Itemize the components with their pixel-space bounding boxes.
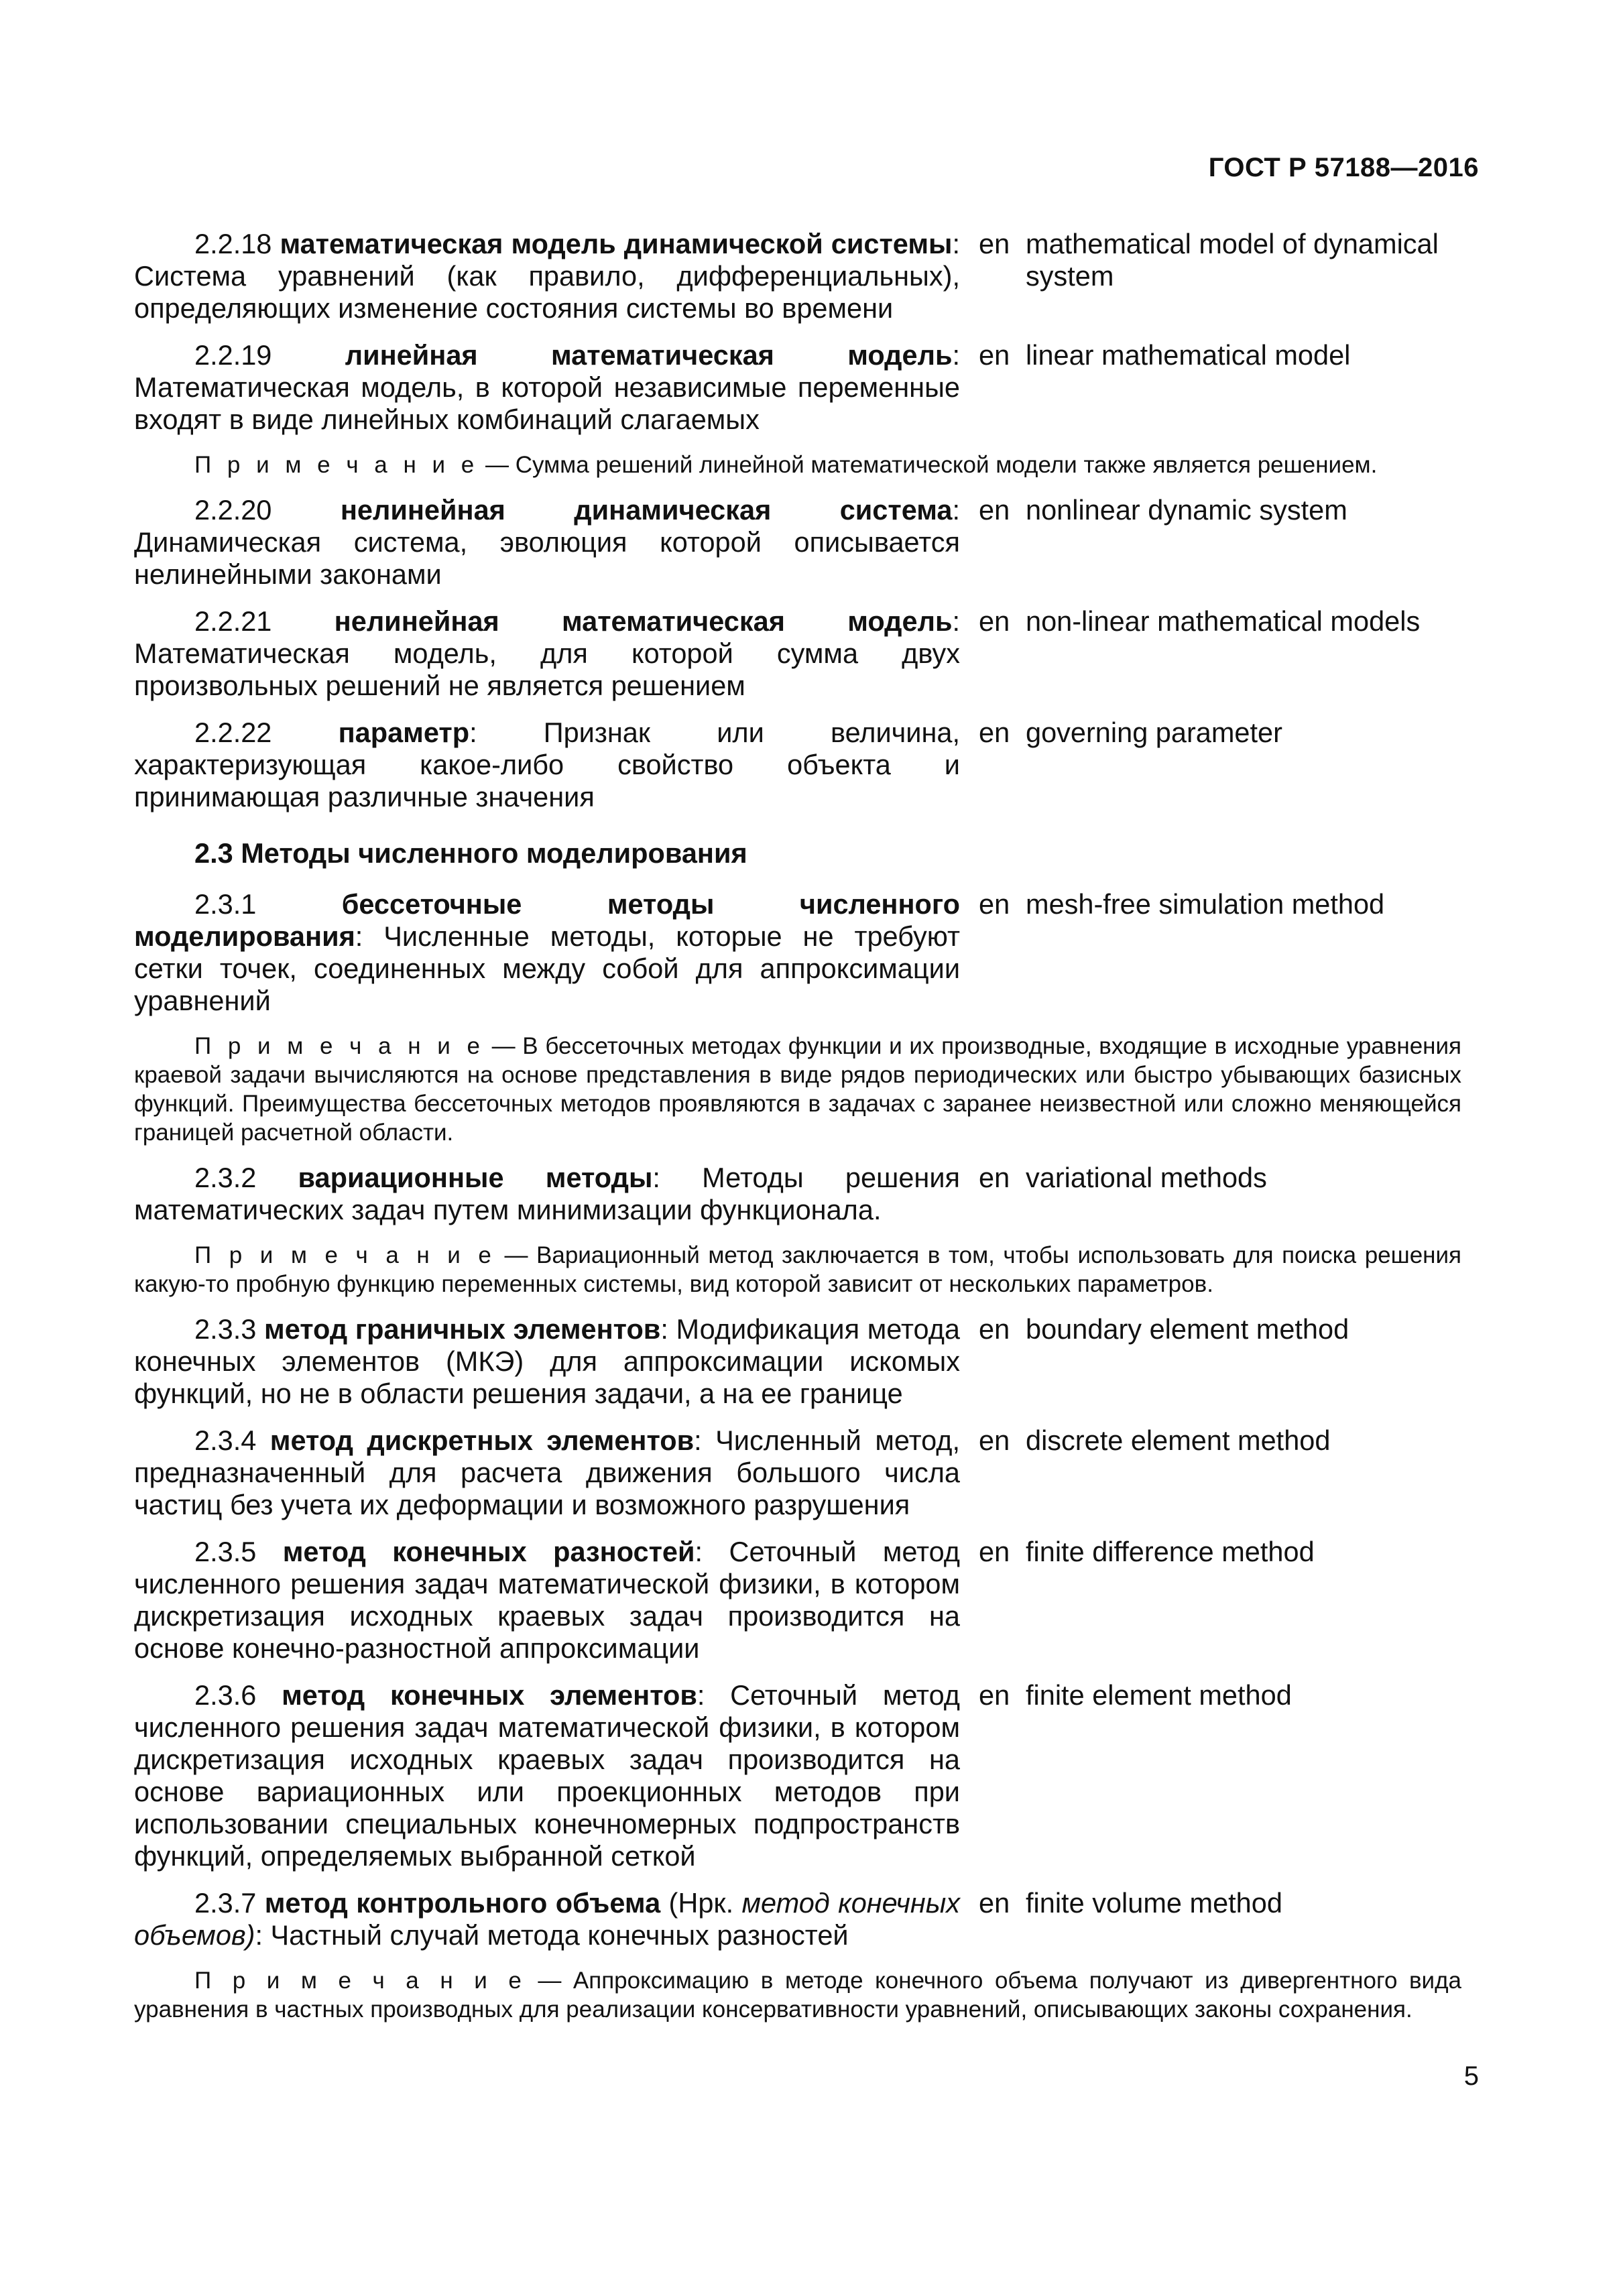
- note-text: В бессеточных методах функции и их производные, входящие в исходные уравнения краевой задачи вычисляются на основе представления в виде рядов периодических или быстро убывающих базисных функций. Преимущества бессеточных методов проявляются в задачах с заранее неизвестной или сложно меняющейся границей расчетной области.: [134, 1033, 1461, 1146]
- english-term: finite volume method: [1026, 1887, 1282, 1919]
- note-dash: —: [479, 452, 516, 478]
- english-term: variational methods: [1026, 1162, 1267, 1193]
- lang-code: en: [979, 1162, 1010, 1193]
- english-equivalent: [979, 1887, 1461, 1919]
- term-definition: [134, 494, 960, 591]
- note-label: П р и м е ч а н и е: [194, 1033, 485, 1059]
- document-header: ГОСТ Р 57188—2016: [1208, 153, 1479, 182]
- term-number: 2.3.6: [194, 1679, 257, 1711]
- lang-code: en: [979, 339, 1010, 371]
- note-2-2-19: [134, 450, 1461, 479]
- term-entry-2-2-19: [134, 339, 1461, 436]
- term-name: вариационные методы: [298, 1162, 653, 1193]
- english-equivalent: [979, 605, 1461, 638]
- lang-code: en: [979, 1425, 1010, 1456]
- term-definition-text: : Сеточный метод численного решения задач математической физики, в котором дискретизация исходных краевых задач производится на основе конечно-разностной аппроксимации: [134, 1536, 960, 1664]
- term-definition: [134, 1162, 960, 1226]
- term-alt-name: метод конечных объемов): [134, 1887, 960, 1951]
- term-definition-text: : Методы решения математических задач путем минимизации функционала.: [134, 1162, 960, 1225]
- english-equivalent: [979, 1162, 1461, 1194]
- english-equivalent: [979, 1679, 1461, 1711]
- term-definition: [134, 1887, 960, 1951]
- term-definition-text: : Математическая модель, для которой сумма двух произвольных решений не является решением: [134, 605, 960, 701]
- note-dash: —: [495, 1242, 537, 1268]
- english-equivalent: [979, 1425, 1461, 1457]
- note-text: Сумма решений линейной математической модели также является решением.: [515, 452, 1378, 478]
- term-definition-text: : Сеточный метод численного решения задач математической физики, в котором дискретизация исходных краевых задач производится на основе вариационных или проекционных методов при использовании специальных конечномерных подпространств функций, определяемых выбранной сеткой: [134, 1679, 960, 1872]
- term-definition: [134, 1313, 960, 1410]
- english-term: linear mathematical model: [1026, 339, 1351, 371]
- term-name: параметр: [338, 717, 470, 748]
- lang-code: en: [979, 888, 1010, 920]
- term-number: 2.2.18: [194, 228, 272, 259]
- term-entry-2-3-2: [134, 1162, 1461, 1226]
- term-definition: [134, 1679, 960, 1872]
- english-equivalent: [979, 1313, 1461, 1345]
- term-entry-2-3-7: [134, 1887, 1461, 1951]
- term-entry-2-3-1: [134, 888, 1461, 1017]
- term-definition: [134, 1425, 960, 1521]
- english-term: boundary element method: [1026, 1313, 1349, 1345]
- english-term: finite element method: [1026, 1679, 1292, 1711]
- lang-code: en: [979, 1536, 1010, 1567]
- term-definition-text: : Модификация метода конечных элементов (МКЭ) для аппроксимации искомых функций, но не в области решения задачи, а на ее границе: [134, 1313, 961, 1409]
- term-definition: [134, 339, 960, 436]
- lang-code: en: [979, 605, 1010, 637]
- english-equivalent: [979, 888, 1461, 920]
- note-label: П р и м е ч а н и е: [194, 1242, 496, 1268]
- english-term: nonlinear dynamic system: [1026, 494, 1347, 526]
- term-entry-2-2-18: [134, 228, 1461, 324]
- document-body: [134, 228, 1461, 2039]
- term-number: 2.3.3: [194, 1313, 257, 1345]
- term-definition-text: : Динамическая система, эволюция которой описывается нелинейными законами: [134, 494, 961, 590]
- english-term: mathematical model of dynamical system: [1026, 228, 1439, 292]
- term-definition-text: : Математическая модель, в которой независимые переменные входят в виде линейных комбинаций слагаемых: [134, 339, 961, 435]
- term-name: метод контрольного объема: [264, 1887, 661, 1919]
- term-number: 2.3.1: [194, 888, 257, 920]
- note-text: Аппроксимацию в методе конечного объема получают из дивергентного вида уравнения в частных производных для реализации консервативности уравнений, описывающих законы сохранения.: [134, 1968, 1461, 2022]
- note-text: Вариационный метод заключается в том, чтобы использовать для поиска решения какую-то пробную функцию переменных системы, вид которой зависит от нескольких параметров.: [134, 1242, 1461, 1297]
- english-equivalent: [979, 1536, 1461, 1568]
- term-number: 2.3.7: [194, 1887, 257, 1919]
- english-term: mesh-free simulation method: [1026, 888, 1385, 920]
- lang-code: en: [979, 1887, 1010, 1919]
- term-definition-text: : Система уравнений (как правило, дифференциальных), определяющих изменение состояния системы во времени: [134, 228, 961, 324]
- term-definition-text: : Численные методы, которые не требуют сетки точек, соединенных между собой для аппроксимации уравнений: [134, 920, 960, 1016]
- note-dash: —: [526, 1968, 573, 1994]
- term-definition-text: : Признак или величина, характеризующая какое-либо свойство объекта и принимающая различные значения: [134, 717, 961, 812]
- note-2-3-1: [134, 1032, 1461, 1147]
- lang-code: en: [979, 228, 1010, 259]
- term-name: метод конечных элементов: [282, 1679, 697, 1711]
- term-number: 2.3.4: [194, 1425, 257, 1456]
- term-entry-2-2-22: [134, 717, 1461, 813]
- note-label: П р и м е ч а н и е: [194, 1968, 526, 1994]
- term-definition: [134, 1536, 960, 1665]
- term-definition: [134, 888, 960, 1017]
- english-equivalent: [979, 228, 1461, 292]
- note-2-3-7: [134, 1966, 1461, 2024]
- term-number: 2.2.22: [194, 717, 272, 748]
- english-equivalent: [979, 494, 1461, 526]
- english-term: finite difference method: [1026, 1536, 1315, 1567]
- term-number: 2.2.21: [194, 605, 272, 637]
- term-name: линейная математическая модель: [345, 339, 953, 371]
- term-number: 2.2.19: [194, 339, 272, 371]
- english-term: non-linear mathematical models: [1026, 605, 1421, 637]
- lang-code: en: [979, 1679, 1010, 1711]
- term-name: метод конечных разностей: [282, 1536, 695, 1567]
- note-label: П р и м е ч а н и е: [194, 452, 479, 478]
- english-equivalent: [979, 717, 1461, 749]
- note-2-3-2: [134, 1241, 1461, 1298]
- term-name: нелинейная динамическая система: [340, 494, 953, 526]
- english-term: governing parameter: [1026, 717, 1282, 748]
- lang-code: en: [979, 494, 1010, 526]
- term-entry-2-2-20: [134, 494, 1461, 591]
- term-number: 2.2.20: [194, 494, 272, 526]
- term-entry-2-3-3: [134, 1313, 1461, 1410]
- term-name: метод граничных элементов: [264, 1313, 661, 1345]
- term-name: нелинейная математическая модель: [334, 605, 953, 637]
- term-alt-prefix: (Нрк.: [660, 1887, 742, 1919]
- page-number: 5: [1463, 2061, 1479, 2091]
- term-definition: [134, 605, 960, 702]
- term-definition-text: : Частный случай метода конечных разностей: [255, 1919, 849, 1951]
- term-name: бессеточные методы численного моделирования: [134, 888, 960, 952]
- term-entry-2-3-5: [134, 1536, 1461, 1665]
- lang-code: en: [979, 717, 1010, 748]
- term-definition-text: : Численный метод, предназначенный для расчета движения большого числа частиц без учета их деформации и возможного разрушения: [134, 1425, 961, 1520]
- term-number: 2.3.5: [194, 1536, 257, 1567]
- term-number: 2.3.2: [194, 1162, 257, 1193]
- english-term: discrete element method: [1026, 1425, 1331, 1456]
- note-dash: —: [484, 1033, 523, 1059]
- term-entry-2-2-21: [134, 605, 1461, 702]
- english-equivalent: [979, 339, 1461, 371]
- section-title: 2.3 Методы численного моделирования: [194, 837, 747, 869]
- term-entry-2-3-4: [134, 1425, 1461, 1521]
- lang-code: en: [979, 1313, 1010, 1345]
- term-definition: [134, 228, 960, 324]
- term-name: математическая модель динамической системы: [280, 228, 953, 259]
- term-name: метод дискретных элементов: [269, 1425, 695, 1456]
- term-definition: [134, 717, 960, 813]
- term-entry-2-3-6: [134, 1679, 1461, 1872]
